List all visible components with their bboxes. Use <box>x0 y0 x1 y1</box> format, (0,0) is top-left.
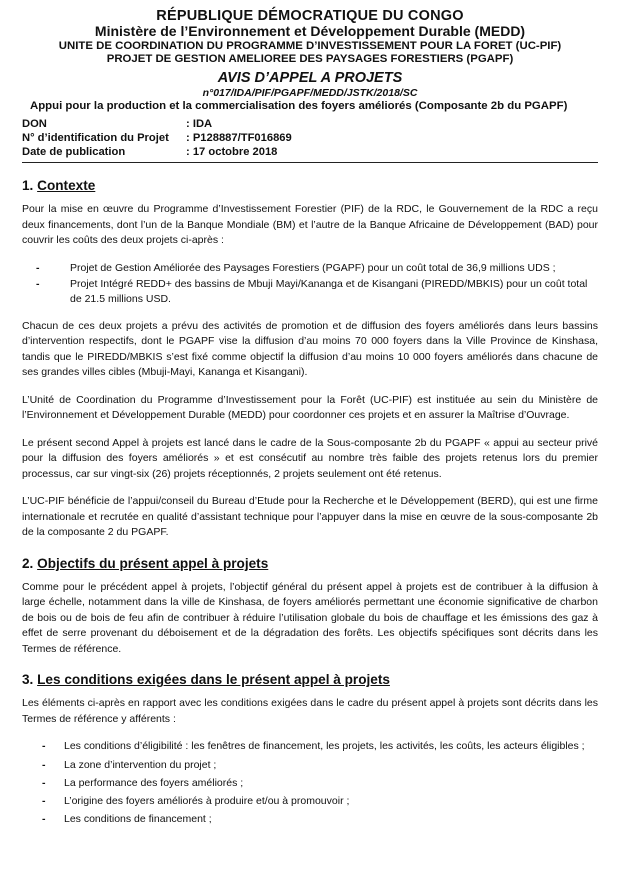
project-metadata <box>22 117 598 160</box>
meta-label: Date de publication <box>22 146 126 159</box>
meta-row <box>22 131 598 145</box>
list-item: - L’origine des foyers améliorés à produire et/ou à promouvoir ; <box>22 794 598 809</box>
section-title: Les conditions exigées dans le présent appel à projets <box>37 672 390 688</box>
project-list <box>22 261 598 307</box>
paragraph: Le présent second Appel à projets est lancé dans le cadre de la Sous-composante 2b du PGAPF « appui au secteur privé pour la diffusion des foyers améliorés » et est consécutif au nombre très faible des projets retenus lors du premier processus, car sur vingt-six (26) projets réceptionnés, 2 projets seulement ont été retenus. <box>22 436 598 480</box>
meta-label: DON <box>22 117 47 130</box>
project-name: PROJET DE GESTION AMELIOREE DES PAYSAGES FORESTIERS (PGAPF) <box>106 52 514 65</box>
ministry-name: Ministère de l’Environnement et Développement Durable (MEDD) <box>94 23 526 40</box>
section-number: 2. <box>22 555 34 571</box>
notice-subject: Appui pour la production et la commercialisation des foyers améliorés (Composante 2b du PGAPF) <box>30 100 568 113</box>
section-title: Objectifs du présent appel à projets <box>37 555 269 571</box>
meta-label: N° d’identification du Projet <box>22 131 169 144</box>
paragraph: Chacun de ces deux projets a prévu des activités de promotion et de diffusion des foyers améliorés dans leurs bassins d’intervention respectifs, dont le PGAPF vise la diffusion d’au moins 70 000 foyers dans la Ville Province de Kinshasa, tandis que le PIREDD/MBKIS s’est fixé comme objectif la diffusion d’au moins 10 000 foyers améliorés dans chacune de ses grandes villes cibles (Mbuji-Mayi, Kananga et Kisangani). <box>22 319 598 379</box>
list-item: - Projet Intégré REDD+ des bassins de Mbuji Mayi/Kananga et de Kisangani (PIREDD/MBKIS) pour un coût total de 21.5 millions USD. <box>22 277 598 307</box>
meta-value: : 17 octobre 2018 <box>186 146 278 159</box>
section-number: 1. <box>22 178 34 194</box>
list-item: - La zone d’intervention du projet ; <box>22 758 598 773</box>
list-item: - Les conditions d’éligibilité : les fenêtres de financement, les projets, les activités, les coûts, les acteurs éligibles ; <box>22 739 598 754</box>
section-heading-conditions <box>22 672 598 687</box>
section-title: Contexte <box>37 178 96 194</box>
coordination-unit: UNITE DE COORDINATION DU PROGRAMME D’INVESTISSEMENT POUR LA FORET (UC-PIF) <box>58 39 562 52</box>
paragraph: Les éléments ci-après en rapport avec les conditions exigées dans le cadre du présent appel à projets sont décrits dans les Termes de référence y afférents : <box>22 697 598 725</box>
notice-title: AVIS D’APPEL A PROJETS <box>217 70 403 87</box>
meta-value: : P128887/TF016869 <box>186 131 292 144</box>
meta-row <box>22 117 598 131</box>
list-item: - Les conditions de financement ; <box>22 812 598 827</box>
paragraph: Comme pour le précédent appel à projets, l’objectif général du présent appel à projets est de contribuer à la diffusion à large échelle, notamment dans la ville de Kinshasa, de foyers améliorés permettant une économie significative de charbon de bois ou de bois de feu afin de contribuer à réduire l’utilisation globale du bois de chauffage et les émissions des gaz à effet de serre provenant du déboisement et de la dégradation des forêts. Les objectifs spécifiques sont décrits dans les Termes de référence. <box>22 580 598 655</box>
section-number: 3. <box>22 672 34 688</box>
paragraph: Pour la mise en œuvre du Programme d’Investissement Forestier (PIF) de la RDC, le Gouvernement de la RDC a reçu deux financements, dont l’un de la Banque Mondiale (BM) et l’autre de la Banque Africaine de Développement (BAD) pour couvrir les coûts des deux projets ci-après : <box>22 203 598 247</box>
list-item: - Projet de Gestion Améliorée des Paysages Forestiers (PGAPF) pour un coût total de 36,9 millions UDS ; <box>22 261 598 276</box>
list-item: - La performance des foyers améliorés ; <box>22 776 598 791</box>
meta-row <box>22 145 598 159</box>
section-heading-objectifs <box>22 556 598 571</box>
meta-value: : IDA <box>186 117 213 130</box>
conditions-list <box>22 739 598 827</box>
notice-reference: n°017/IDA/PIF/PGAPF/MEDD/JSTK/2018/SC <box>202 86 418 99</box>
paragraph: L’Unité de Coordination du Programme d’Investissement pour la Forêt (UC-PIF) est instituée au sein du Ministère de l’Environnement et Développement Durable (MEDD) pour coordonner ces projets et en assurer la Maîtrise d’Ouvrage. <box>22 393 598 422</box>
divider <box>22 162 598 163</box>
paragraph: L’UC-PIF bénéficie de l’appui/conseil du Bureau d’Etude pour la Recherche et le Développement (BERD), qui est une firme internationale et recrutée en qualité d’assistant technique pour l’appuyer dans la mise en œuvre de la sous-composante 2b de la composante 2 du PGAPF. <box>22 495 598 539</box>
letterhead <box>22 8 598 65</box>
country-name: RÉPUBLIQUE DÉMOCRATIQUE DU CONGO <box>156 8 464 24</box>
section-heading-contexte <box>22 178 598 193</box>
